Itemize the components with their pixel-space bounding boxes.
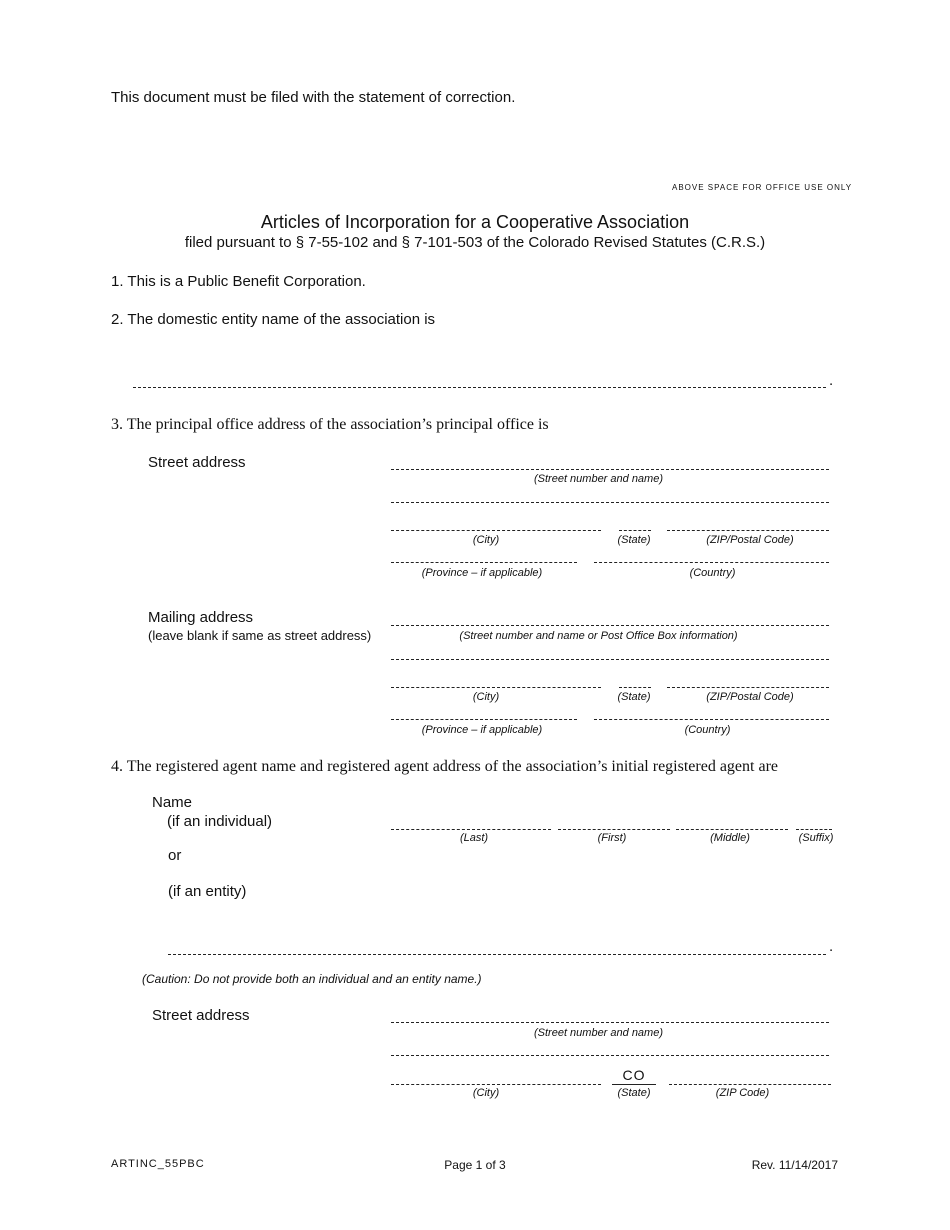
principal-state-field[interactable] <box>619 530 651 531</box>
caption-province: (Province – if applicable) <box>421 724 543 736</box>
caption-city: (City) <box>472 691 500 703</box>
item-1: 1. This is a Public Benefit Corporation. <box>111 273 366 290</box>
mailing-address-label: Mailing address <box>148 609 254 626</box>
item-4: 4. The registered agent name and registered agent address of the association’s initial registered agent are <box>111 758 778 775</box>
mailing-province-field[interactable] <box>391 719 577 720</box>
mailing-state-field[interactable] <box>619 687 651 688</box>
agent-entity-name-field[interactable] <box>168 954 826 955</box>
mailing-street-line1-field[interactable] <box>391 625 829 626</box>
form-title: Articles of Incorporation for a Cooperative Association <box>260 212 690 232</box>
form-id: ARTINC_55PBC <box>111 1158 205 1170</box>
principal-country-field[interactable] <box>594 562 829 563</box>
agent-street-line2-field[interactable] <box>391 1055 829 1056</box>
caption-suffix: (Suffix) <box>798 832 834 844</box>
item-2: 2. The domestic entity name of the association is <box>111 311 436 328</box>
caption-last: (Last) <box>459 832 489 844</box>
caption-zip-postal: (ZIP/Postal Code) <box>706 534 794 546</box>
entity-name-period: . <box>829 372 834 389</box>
agent-street-label: Street address <box>152 1007 250 1024</box>
caption-country: (Country) <box>684 724 731 736</box>
caption-city: (City) <box>472 1087 500 1099</box>
agent-street-line1-field[interactable] <box>391 1022 829 1023</box>
agent-last-name-field[interactable] <box>391 829 551 830</box>
caption-street-po: (Street number and name or Post Office Box information) <box>459 630 738 642</box>
mailing-zip-field[interactable] <box>667 687 829 688</box>
page-number: Page 1 of 3 <box>444 1158 506 1172</box>
agent-middle-name-field[interactable] <box>676 829 788 830</box>
agent-first-name-field[interactable] <box>558 829 670 830</box>
mailing-street-line2-field[interactable] <box>391 659 829 660</box>
caution-note: (Caution: Do not provide both an individual and an entity name.) <box>142 972 482 986</box>
agent-name-label: Name <box>152 794 193 811</box>
agent-zip-field[interactable] <box>669 1084 831 1085</box>
caption-first: (First) <box>597 832 627 844</box>
form-subtitle: filed pursuant to § 7-55-102 and § 7-101-503 of the Colorado Revised Statutes (C.R.S.) <box>184 234 766 251</box>
mailing-address-note: (leave blank if same as street address) <box>148 628 372 643</box>
caption-country: (Country) <box>689 567 736 579</box>
or-label: or <box>168 847 182 864</box>
mailing-city-field[interactable] <box>391 687 601 688</box>
agent-state-value: CO <box>612 1067 656 1085</box>
principal-street-label: Street address <box>148 454 246 471</box>
caption-zip-postal: (ZIP/Postal Code) <box>706 691 794 703</box>
caption-state: (State) <box>617 1087 651 1099</box>
entity-agent-period: . <box>829 938 834 955</box>
caption-middle: (Middle) <box>710 832 750 844</box>
mailing-country-field[interactable] <box>594 719 829 720</box>
agent-city-field[interactable] <box>391 1084 601 1085</box>
revision-date: Rev. 11/14/2017 <box>751 1158 838 1172</box>
caption-state: (State) <box>617 691 651 703</box>
entity-name-field[interactable] <box>133 387 826 388</box>
agent-suffix-field[interactable] <box>796 829 832 830</box>
principal-street-line2-field[interactable] <box>391 502 829 503</box>
office-use-label: ABOVE SPACE FOR OFFICE USE ONLY <box>672 183 853 192</box>
principal-city-field[interactable] <box>391 530 601 531</box>
caption-province: (Province – if applicable) <box>421 567 543 579</box>
caption-street-number-name: (Street number and name) <box>533 1027 663 1039</box>
caption-city: (City) <box>472 534 500 546</box>
if-entity-label: (if an entity) <box>168 883 247 900</box>
caption-state: (State) <box>617 534 651 546</box>
item-3: 3. The principal office address of the association’s principal office is <box>111 416 549 433</box>
caption-zip: (ZIP Code) <box>715 1087 770 1099</box>
principal-province-field[interactable] <box>391 562 577 563</box>
filing-notice: This document must be filed with the statement of correction. <box>111 89 516 106</box>
caption-street-number-name: (Street number and name) <box>533 473 663 485</box>
principal-street-line1-field[interactable] <box>391 469 829 470</box>
principal-zip-field[interactable] <box>667 530 829 531</box>
if-individual-label: (if an individual) <box>167 813 273 830</box>
